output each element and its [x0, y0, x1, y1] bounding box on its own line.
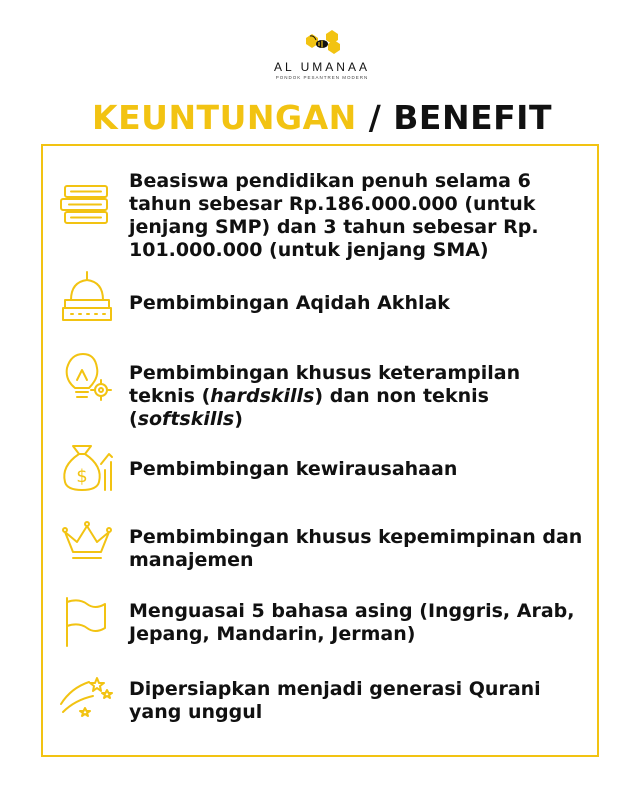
skills-text-b: ) dan non teknis (	[129, 385, 489, 430]
benefit-text: Pembimbingan kewirausahaan	[129, 458, 458, 480]
money-bag-icon	[57, 440, 117, 496]
flag-icon	[57, 594, 117, 650]
books-icon	[57, 178, 117, 234]
benefit-text: Beasiswa pendidikan penuh selama 6 tahun sebesar Rp.186.000.000 (untuk jenjang SMP) dan 3 tahun sebesar Rp. 101.000.000 (untuk jenjang SMA)	[129, 170, 539, 261]
brand-name: AL UMANAA	[274, 60, 370, 74]
skills-text-c: )	[234, 408, 243, 430]
crown-icon	[57, 516, 117, 572]
lightbulb-gear-icon	[57, 350, 117, 406]
bee-logo-icon	[300, 30, 344, 56]
stars-icon	[57, 670, 117, 726]
skills-em-hardskills: hardskills	[210, 385, 315, 407]
skills-em-softskills: softskills	[137, 408, 235, 430]
benefit-text: Pembimbingan Aqidah Akhlak	[129, 292, 450, 314]
brand-subtitle: PONDOK PESANTREN MODERN	[275, 75, 369, 80]
skills-text-a: Pembimbingan khusus keterampilan teknis (	[129, 362, 521, 407]
benefit-text: Pembimbingan khusus kepemimpinan dan manajemen	[129, 526, 583, 571]
brand-logo	[0, 30, 644, 80]
mosque-icon	[57, 270, 117, 326]
title-accent: KEUNTUNGAN	[92, 98, 357, 137]
page-title	[0, 98, 644, 137]
benefits-card	[41, 144, 599, 757]
benefit-text: Dipersiapkan menjadi generasi Qurani yang unggul	[129, 678, 541, 723]
benefit-text: Menguasai 5 bahasa asing (Inggris, Arab, Jepang, Mandarin, Jerman)	[129, 600, 575, 645]
title-rest: / BENEFIT	[356, 98, 552, 137]
benefit-text	[129, 362, 591, 431]
svg-text:$: $	[76, 466, 88, 487]
